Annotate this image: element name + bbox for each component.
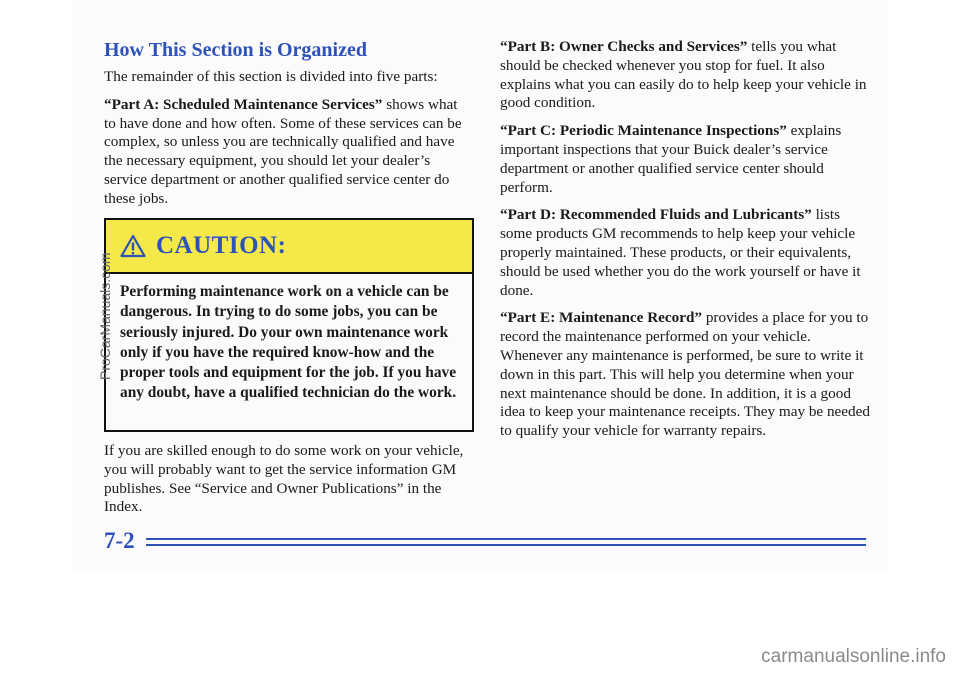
service-info-paragraph: If you are skilled enough to do some work on your vehicle, you will probably want to get the service information GM publishes. See “Service and Owner Publications” in the Index. (104, 442, 464, 516)
part-e-text: provides a place for you to record the maintenance performed on your vehicle. Whenever any maintenance is performed, be sure to write it down in this part. This will help you determine when your next maintenance should be done. In addition, it is a good idea to keep your maintenance receipts. They may be needed to qualify your vehicle for warranty repairs. (500, 309, 870, 440)
right-column (500, 38, 870, 450)
part-c-paragraph (500, 122, 870, 197)
part-a-paragraph (104, 96, 466, 209)
footer-rule-top (146, 538, 866, 540)
side-watermark: ProCarManuals.com (97, 252, 113, 380)
part-d-heading: “Part D: Recommended Fluids and Lubricants” (500, 206, 812, 224)
left-after-caution (104, 442, 464, 526)
part-b-heading: “Part B: Owner Checks and Services” (500, 38, 748, 55)
bottom-watermark: carmanualsonline.info (761, 646, 946, 667)
part-a-heading: “Part A: Scheduled Maintenance Services” (104, 95, 383, 113)
part-b-paragraph (500, 38, 870, 113)
part-b-text: tells you what should be checked whenever you stop for fuel. It also explains what you can easily do to help keep your vehicle in good condition. (500, 38, 867, 112)
caution-header (106, 220, 472, 274)
intro-paragraph: The remainder of this section is divided into five parts: (104, 68, 438, 85)
part-e-paragraph (500, 309, 870, 441)
caution-title: CAUTION: (156, 232, 287, 259)
part-d-paragraph (500, 206, 870, 300)
footer-rule-bottom (146, 544, 866, 546)
part-a-text: shows what to have done and how often. Some of these services can be complex, so unless you are technically qualified and have the necessary equipment, you should let your dealer’s service department or another qualified service center do these jobs. (104, 95, 462, 207)
page-footer (104, 528, 866, 558)
part-d-text: lists some products GM recommends to help keep your vehicle properly maintained. These products, or their equivalents, should be used whether you do the work yourself or have it done. (500, 206, 861, 299)
part-c-text: explains important inspections that your Buick dealer’s service department or another qualified service center should perform. (500, 122, 842, 196)
part-c-heading: “Part C: Periodic Maintenance Inspections” (500, 122, 787, 140)
page-number: 7-2 (104, 528, 135, 553)
part-e-heading: “Part E: Maintenance Record” (500, 309, 703, 327)
left-column (104, 38, 466, 218)
caution-box (104, 218, 474, 432)
caution-text: Performing maintenance work on a vehicle can be dangerous. In trying to do some jobs, you can be seriously injured. Do your own maintenance work only if you have the required know-how and the proper tools and equipment for the job. If you have any doubt, have a qualified technician do the work. (120, 283, 457, 402)
warning-triangle-icon (120, 234, 146, 258)
section-title: How This Section is Organized (104, 39, 367, 61)
